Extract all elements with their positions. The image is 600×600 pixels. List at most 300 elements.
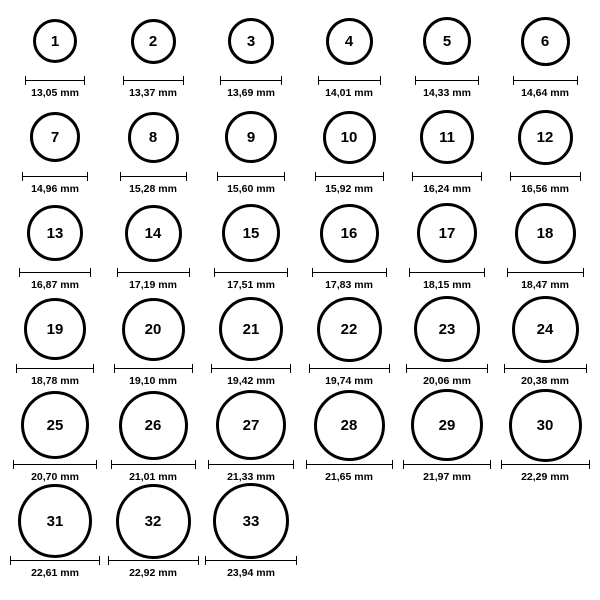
measure-bar <box>309 364 390 373</box>
ring-size-number: 8 <box>148 128 158 146</box>
ring-size-number: 26 <box>144 416 162 434</box>
measure-line <box>22 176 88 177</box>
ring-circle-wrap <box>326 8 373 74</box>
measure-tick-left <box>217 172 218 181</box>
ring-cell <box>6 104 104 200</box>
measure-tick-right <box>392 460 393 469</box>
ring-diameter-label: 19,74 mm <box>325 375 373 387</box>
ring-size-number: 30 <box>536 416 554 434</box>
ring-circle <box>411 389 483 461</box>
ring-circle <box>420 110 474 164</box>
measure-line <box>507 272 584 273</box>
ring-circle <box>414 296 480 362</box>
ring-diameter-label: 22,61 mm <box>31 567 79 579</box>
ring-size-number: 7 <box>50 128 60 146</box>
ring-circle-wrap <box>411 392 483 458</box>
ring-circle-wrap <box>518 104 573 170</box>
ring-diameter-label: 16,24 mm <box>423 183 471 195</box>
ring-circle-wrap <box>18 488 92 554</box>
ring-size-number: 2 <box>148 32 158 50</box>
ring-circle <box>228 18 274 64</box>
ring-circle-wrap <box>314 392 385 458</box>
ring-diameter-label: 17,51 mm <box>227 279 275 291</box>
measure-tick-left <box>306 460 307 469</box>
measure-tick-left <box>501 460 502 469</box>
ring-diameter-label: 17,83 mm <box>325 279 373 291</box>
measure-tick-left <box>120 172 121 181</box>
ring-diameter-label: 19,42 mm <box>227 375 275 387</box>
measure-tick-left <box>504 364 505 373</box>
ring-cell <box>6 392 104 488</box>
ring-cell <box>104 8 202 104</box>
measure-bar <box>306 460 393 469</box>
measure-tick-right <box>484 268 485 277</box>
measure-bar <box>403 460 491 469</box>
measure-tick-left <box>315 172 316 181</box>
measure-tick-right <box>478 76 479 85</box>
measure-tick-left <box>111 460 112 469</box>
measure-bar <box>415 76 479 85</box>
measure-line <box>220 80 282 81</box>
ring-circle <box>119 391 188 460</box>
ring-size-number: 27 <box>242 416 260 434</box>
ring-circle-wrap <box>131 8 176 74</box>
measure-tick-right <box>290 364 291 373</box>
ring-circle <box>225 111 277 163</box>
measure-line <box>211 368 291 369</box>
ring-size-number: 4 <box>344 32 354 50</box>
ring-cell <box>300 392 398 488</box>
ring-cell <box>496 296 594 392</box>
ring-cell-empty <box>398 488 496 584</box>
ring-circle <box>27 205 83 261</box>
measure-tick-left <box>211 364 212 373</box>
measure-line <box>123 80 184 81</box>
measure-bar <box>123 76 184 85</box>
ring-size-number: 32 <box>144 512 162 530</box>
ring-diameter-label: 22,29 mm <box>521 471 569 483</box>
measure-tick-right <box>183 76 184 85</box>
measure-bar <box>217 172 285 181</box>
measure-bar <box>412 172 482 181</box>
ring-cell <box>202 200 300 296</box>
ring-circle <box>213 483 289 559</box>
ring-diameter-label: 18,15 mm <box>423 279 471 291</box>
ring-diameter-label: 15,28 mm <box>129 183 177 195</box>
ring-cell <box>496 392 594 488</box>
measure-tick-left <box>214 268 215 277</box>
ring-cell <box>496 200 594 296</box>
measure-bar <box>25 76 85 85</box>
measure-line <box>19 272 91 273</box>
ring-diameter-label: 18,78 mm <box>31 375 79 387</box>
measure-bar <box>507 268 584 277</box>
measure-line <box>318 80 381 81</box>
measure-tick-left <box>13 460 14 469</box>
ring-diameter-label: 19,10 mm <box>129 375 177 387</box>
ring-cell <box>398 8 496 104</box>
measure-tick-left <box>19 268 20 277</box>
measure-tick-right <box>383 172 384 181</box>
ring-circle <box>116 484 191 559</box>
measure-tick-right <box>96 460 97 469</box>
ring-size-number: 13 <box>46 224 64 242</box>
ring-diameter-label: 14,33 mm <box>423 87 471 99</box>
ring-circle <box>512 296 579 363</box>
measure-tick-right <box>198 556 199 565</box>
measure-tick-left <box>412 172 413 181</box>
measure-line <box>13 464 97 465</box>
measure-line <box>406 368 488 369</box>
measure-tick-right <box>84 76 85 85</box>
ring-circle-wrap <box>27 200 83 266</box>
ring-diameter-label: 15,60 mm <box>227 183 275 195</box>
measure-bar <box>13 460 97 469</box>
measure-tick-left <box>220 76 221 85</box>
ring-circle <box>320 204 379 263</box>
ring-circle-wrap <box>512 296 579 362</box>
ring-diameter-label: 20,38 mm <box>521 375 569 387</box>
measure-tick-right <box>192 364 193 373</box>
ring-cell <box>104 200 202 296</box>
measure-tick-left <box>510 172 511 181</box>
measure-line <box>120 176 187 177</box>
measure-line <box>205 560 297 561</box>
measure-bar <box>22 172 88 181</box>
ring-circle-wrap <box>216 392 286 458</box>
ring-circle <box>131 19 176 64</box>
ring-size-number: 16 <box>340 224 358 242</box>
measure-tick-left <box>513 76 514 85</box>
ring-size-number: 31 <box>46 512 64 530</box>
measure-tick-left <box>318 76 319 85</box>
ring-size-number: 28 <box>340 416 358 434</box>
measure-tick-left <box>507 268 508 277</box>
ring-size-number: 15 <box>242 224 260 242</box>
ring-cell-empty <box>496 488 594 584</box>
ring-diameter-label: 20,06 mm <box>423 375 471 387</box>
ring-size-number: 19 <box>46 320 64 338</box>
ring-circle <box>33 19 77 63</box>
ring-circle-wrap <box>125 200 182 266</box>
measure-tick-left <box>205 556 206 565</box>
measure-bar <box>208 460 294 469</box>
measure-tick-left <box>16 364 17 373</box>
ring-circle <box>18 484 92 558</box>
measure-tick-right <box>287 268 288 277</box>
ring-cell <box>104 104 202 200</box>
ring-cell <box>6 488 104 584</box>
ring-circle <box>122 298 185 361</box>
ring-circle <box>521 17 570 66</box>
measure-bar <box>312 268 387 277</box>
measure-bar <box>111 460 196 469</box>
measure-tick-right <box>87 172 88 181</box>
ring-circle-wrap <box>24 296 86 362</box>
ring-cell <box>300 200 398 296</box>
ring-size-number: 20 <box>144 320 162 338</box>
measure-line <box>217 176 285 177</box>
ring-circle-wrap <box>222 200 280 266</box>
measure-tick-right <box>195 460 196 469</box>
ring-diameter-label: 23,94 mm <box>227 567 275 579</box>
measure-bar <box>205 556 297 565</box>
ring-circle <box>24 298 86 360</box>
ring-circle-wrap <box>423 8 471 74</box>
ring-cell <box>104 392 202 488</box>
measure-bar <box>211 364 291 373</box>
measure-tick-right <box>589 460 590 469</box>
ring-size-number: 18 <box>536 224 554 242</box>
measure-bar <box>409 268 485 277</box>
ring-size-number: 29 <box>438 416 456 434</box>
ring-circle <box>515 203 576 264</box>
measure-line <box>306 464 393 465</box>
ring-diameter-label: 16,56 mm <box>521 183 569 195</box>
ring-circle-wrap <box>116 488 191 554</box>
ring-size-number: 23 <box>438 320 456 338</box>
measure-tick-left <box>114 364 115 373</box>
ring-size-number: 6 <box>540 32 550 50</box>
ring-diameter-label: 20,70 mm <box>31 471 79 483</box>
measure-line <box>409 272 485 273</box>
measure-tick-right <box>577 76 578 85</box>
measure-tick-right <box>586 364 587 373</box>
ring-cell <box>398 392 496 488</box>
measure-line <box>25 80 85 81</box>
measure-tick-left <box>415 76 416 85</box>
measure-line <box>111 464 196 465</box>
ring-diameter-label: 13,05 mm <box>31 87 79 99</box>
measure-bar <box>501 460 590 469</box>
ring-diameter-label: 22,92 mm <box>129 567 177 579</box>
ring-circle-wrap <box>509 392 582 458</box>
measure-bar <box>19 268 91 277</box>
ring-diameter-label: 21,65 mm <box>325 471 373 483</box>
ring-circle-wrap <box>414 296 480 362</box>
ring-size-number: 24 <box>536 320 554 338</box>
measure-tick-left <box>10 556 11 565</box>
ring-diameter-label: 13,69 mm <box>227 87 275 99</box>
measure-bar <box>315 172 384 181</box>
ring-cell <box>6 200 104 296</box>
ring-size-number: 3 <box>246 32 256 50</box>
measure-line <box>16 368 94 369</box>
ring-circle-wrap <box>417 200 477 266</box>
measure-tick-right <box>281 76 282 85</box>
measure-tick-right <box>481 172 482 181</box>
measure-bar <box>108 556 199 565</box>
ring-circle <box>423 17 471 65</box>
measure-line <box>412 176 482 177</box>
ring-circle <box>21 391 89 459</box>
measure-tick-right <box>99 556 100 565</box>
ring-diameter-label: 15,92 mm <box>325 183 373 195</box>
measure-line <box>510 176 581 177</box>
ring-circle-wrap <box>119 392 188 458</box>
ring-size-number: 10 <box>340 128 358 146</box>
ring-size-number: 25 <box>46 416 64 434</box>
measure-tick-right <box>293 460 294 469</box>
measure-bar <box>117 268 190 277</box>
measure-tick-right <box>93 364 94 373</box>
ring-cell-empty <box>300 488 398 584</box>
measure-bar <box>214 268 288 277</box>
measure-line <box>108 560 199 561</box>
ring-cell <box>300 296 398 392</box>
ring-circle-wrap <box>320 200 379 266</box>
ring-diameter-label: 14,64 mm <box>521 87 569 99</box>
ring-circle <box>323 111 376 164</box>
ring-circle-wrap <box>420 104 474 170</box>
measure-tick-left <box>208 460 209 469</box>
measure-tick-left <box>117 268 118 277</box>
ring-cell <box>202 8 300 104</box>
measure-line <box>208 464 294 465</box>
measure-line <box>117 272 190 273</box>
ring-circle <box>417 203 477 263</box>
ring-circle-wrap <box>228 8 274 74</box>
ring-cell <box>104 488 202 584</box>
ring-cell <box>398 296 496 392</box>
ring-circle <box>125 205 182 262</box>
ring-diameter-label: 17,19 mm <box>129 279 177 291</box>
ring-cell <box>496 8 594 104</box>
ring-diameter-label: 21,97 mm <box>423 471 471 483</box>
measure-line <box>10 560 100 561</box>
measure-tick-left <box>25 76 26 85</box>
ring-cell <box>202 488 300 584</box>
measure-tick-right <box>296 556 297 565</box>
measure-tick-right <box>380 76 381 85</box>
ring-circle-wrap <box>225 104 277 170</box>
ring-diameter-label: 21,33 mm <box>227 471 275 483</box>
measure-tick-right <box>389 364 390 373</box>
ring-cell <box>496 104 594 200</box>
measure-line <box>403 464 491 465</box>
measure-line <box>114 368 193 369</box>
ring-diameter-label: 14,01 mm <box>325 87 373 99</box>
ring-size-number: 9 <box>246 128 256 146</box>
ring-circle <box>518 110 573 165</box>
ring-grid <box>6 8 594 584</box>
measure-tick-left <box>123 76 124 85</box>
ring-size-number: 22 <box>340 320 358 338</box>
measure-line <box>504 368 587 369</box>
measure-bar <box>220 76 282 85</box>
measure-tick-right <box>490 460 491 469</box>
measure-tick-right <box>284 172 285 181</box>
measure-line <box>513 80 578 81</box>
ring-cell <box>202 104 300 200</box>
ring-size-number: 12 <box>536 128 554 146</box>
measure-tick-right <box>580 172 581 181</box>
ring-circle <box>509 389 582 462</box>
ring-size-number: 11 <box>439 128 455 146</box>
ring-circle <box>314 390 385 461</box>
ring-cell <box>300 104 398 200</box>
measure-tick-right <box>186 172 187 181</box>
measure-bar <box>120 172 187 181</box>
ring-cell <box>6 296 104 392</box>
measure-line <box>415 80 479 81</box>
ring-circle-wrap <box>213 488 289 554</box>
measure-line <box>315 176 384 177</box>
measure-bar <box>114 364 193 373</box>
measure-tick-right <box>386 268 387 277</box>
measure-bar <box>513 76 578 85</box>
measure-tick-left <box>403 460 404 469</box>
measure-bar <box>504 364 587 373</box>
ring-circle <box>216 390 286 460</box>
ring-size-number: 17 <box>438 224 456 242</box>
ring-circle <box>219 297 283 361</box>
ring-diameter-label: 16,87 mm <box>31 279 79 291</box>
measure-tick-right <box>90 268 91 277</box>
measure-tick-left <box>312 268 313 277</box>
measure-tick-right <box>583 268 584 277</box>
measure-tick-left <box>309 364 310 373</box>
ring-cell <box>202 392 300 488</box>
ring-size-number: 21 <box>242 320 260 338</box>
measure-bar <box>318 76 381 85</box>
measure-tick-left <box>406 364 407 373</box>
ring-diameter-label: 13,37 mm <box>129 87 177 99</box>
measure-tick-right <box>189 268 190 277</box>
ring-cell <box>398 104 496 200</box>
ring-size-number: 1 <box>50 32 60 50</box>
ring-cell <box>6 8 104 104</box>
measure-tick-left <box>409 268 410 277</box>
measure-tick-right <box>487 364 488 373</box>
measure-tick-left <box>108 556 109 565</box>
ring-circle <box>222 204 280 262</box>
ring-circle-wrap <box>33 8 77 74</box>
ring-circle-wrap <box>219 296 283 362</box>
measure-line <box>501 464 590 465</box>
measure-bar <box>406 364 488 373</box>
ring-circle <box>326 18 373 65</box>
ring-circle-wrap <box>30 104 80 170</box>
ring-diameter-label: 21,01 mm <box>129 471 177 483</box>
ring-circle-wrap <box>317 296 382 362</box>
ring-circle <box>128 112 179 163</box>
measure-tick-left <box>22 172 23 181</box>
ring-diameter-label: 18,47 mm <box>521 279 569 291</box>
ring-cell <box>202 296 300 392</box>
ring-size-number: 33 <box>242 512 260 530</box>
measure-line <box>214 272 288 273</box>
measure-bar <box>510 172 581 181</box>
ring-circle-wrap <box>122 296 185 362</box>
ring-cell <box>398 200 496 296</box>
ring-circle-wrap <box>515 200 576 266</box>
measure-line <box>309 368 390 369</box>
ring-circle <box>30 112 80 162</box>
ring-circle-wrap <box>128 104 179 170</box>
ring-diameter-label: 14,96 mm <box>31 183 79 195</box>
ring-size-number: 14 <box>144 224 162 242</box>
measure-line <box>312 272 387 273</box>
ring-circle-wrap <box>521 8 570 74</box>
ring-circle-wrap <box>21 392 89 458</box>
measure-bar <box>16 364 94 373</box>
ring-cell <box>104 296 202 392</box>
ring-cell <box>300 8 398 104</box>
ring-circle-wrap <box>323 104 376 170</box>
ring-circle <box>317 297 382 362</box>
ring-size-number: 5 <box>442 32 452 50</box>
